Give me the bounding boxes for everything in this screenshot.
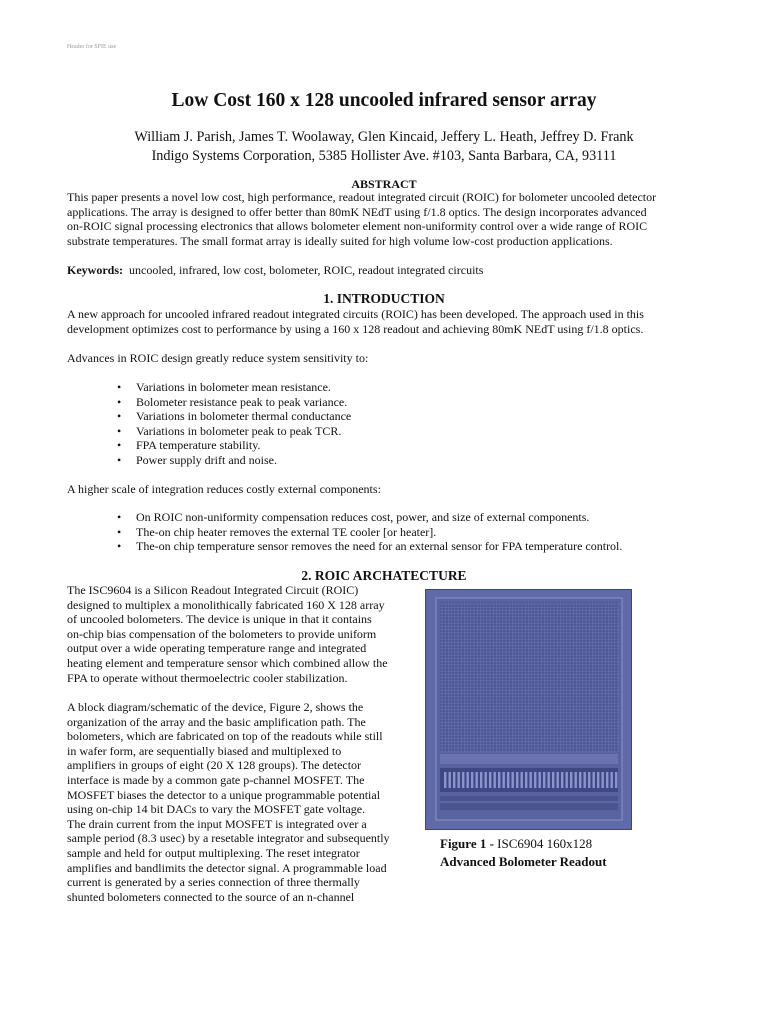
author-block [0,128,768,166]
figure-1-label: Figure 1 - [440,836,498,851]
intro-paragraph [67,307,703,336]
roic-line: of uncooled bolometers. The device is unique in that it contains [67,612,372,627]
abstract-line: applications. The array is designed to offer better than 80mK NEdT using f/1.8 optics. The design incorporates advanced [67,204,647,219]
list-item: • The-on chip heater removes the external TE cooler [or heater]. [117,525,622,540]
abstract-text [67,190,703,248]
paper-title: Low Cost 160 x 128 uncooled infrared sensor array [171,90,597,111]
chip-die-illustration [426,590,631,829]
list-item: • Bolometer resistance peak to peak variance. [117,395,351,410]
page-header-note: Header for SPIE use [67,44,117,50]
roic-line: MOSFET biases the detector to a unique programmable potential [67,787,381,802]
integration-bullet-list [117,510,622,554]
roic-line: sample and held for output multiplexing. The reset integrator [67,845,360,860]
roic-line: using on-chip 14 bit DACs to vary the MOSFET gate voltage. [67,802,366,817]
list-item: • On ROIC non-uniformity compensation reduces cost, power, and size of external components. [117,510,622,525]
roic-line: output over a wide operating temperature range and integrated [67,641,367,656]
keywords-text: uncooled, infrared, low cost, bolometer, ROIC, readout integrated circuits [123,263,484,277]
abstract-line: substrate temperatures. The small format array is ideally suited for high volume low-cost production applications. [67,233,613,248]
sensitivity-bullet-list [117,380,351,468]
roic-line: A block diagram/schematic of the device, Figure 2, shows the [67,700,364,714]
list-item: • The-on chip temperature sensor removes the need for an external sensor for FPA temperature control. [117,539,622,554]
list-item: • Variations in bolometer thermal conductance [117,409,351,424]
keywords-line [67,263,703,278]
roic-line: The drain current from the input MOSFET is integrated over a [67,816,367,831]
figure-1-subtitle: Advanced Bolometer Readout [440,854,607,869]
intro-line: development optimizes cost to performance by using a 160 x 128 readout and achieving 80mK NEdT using f/1.8 optics. [67,321,644,336]
list-item: • FPA temperature stability. [117,438,351,453]
abstract-line: This paper presents a novel low cost, high performance, readout integrated circuit (ROIC) for bolometer uncooled detector [67,190,657,204]
section-heading-roic-architecture: 2. ROIC ARCHATECTURE [301,568,467,583]
figure-1-title: ISC6904 160x128 [497,836,593,851]
roic-line: sample period (8.3 usec) by a resetable integrator and subsequently [67,831,390,846]
roic-line: FPA to operate without thermoelectric cooler stabilization. [67,670,348,685]
roic-line: shunted bolometers connected to the source of an n-channel [67,889,355,904]
abstract-heading: ABSTRACT [351,177,417,191]
roic-paragraph-2 [67,700,411,904]
roic-paragraph-1 [67,583,411,685]
author-affiliation: Indigo Systems Corporation, 5385 Hollister Ave. #103, Santa Barbara, CA, 93111 [151,148,617,164]
list-item: • Power supply drift and noise. [117,453,351,468]
roic-line: current is generated by a series connection of three thermally [67,875,360,890]
roic-line: on-chip bias compensation of the bolometers to provide uniform [67,626,377,641]
roic-line: amplifiers in groups of eight (20 X 128 groups). The detector [67,758,362,773]
figure-1-caption [440,835,607,871]
list-item: • Variations in bolometer peak to peak TCR. [117,424,351,439]
abstract-line: on-ROIC signal processing electronics that allows bolometer element non-uniformity control over a wide range of ROIC [67,219,648,234]
intro-sensitivity-lead: Advances in ROIC design greatly reduce system sensitivity to: [67,351,369,365]
roic-line: amplifies and bandlimits the detector signal. A programmable load [67,860,387,875]
list-item: • Variations in bolometer mean resistance. [117,380,351,395]
intro-integration-lead: A higher scale of integration reduces costly external components: [67,482,381,496]
roic-line: interface is made by a common gate p-channel MOSFET. The [67,772,365,787]
section-heading-introduction: 1. INTRODUCTION [323,291,445,306]
intro-line: A new approach for uncooled infrared readout integrated circuits (ROIC) has been developed. The approach used in this [67,307,644,321]
roic-line: bolometers, which are fabricated on top of the readouts while still [67,729,383,744]
keywords-label: Keywords: [67,263,123,277]
roic-line: heating element and temperature sensor which combined allow the [67,655,388,670]
author-names: William J. Parish, James T. Woolaway, Glen Kincaid, Jeffery L. Heath, Jeffrey D. Frank [134,129,634,145]
figure-1-chip-image [425,589,632,830]
roic-line: The ISC9604 is a Silicon Readout Integrated Circuit (ROIC) [67,583,359,597]
roic-line: designed to multiplex a monolithically fabricated 160 X 128 array [67,597,385,612]
roic-line: organization of the array and the basic amplification path. The [67,714,366,729]
roic-line: in wafer form, are sequentially biased and multiplexed to [67,743,342,758]
